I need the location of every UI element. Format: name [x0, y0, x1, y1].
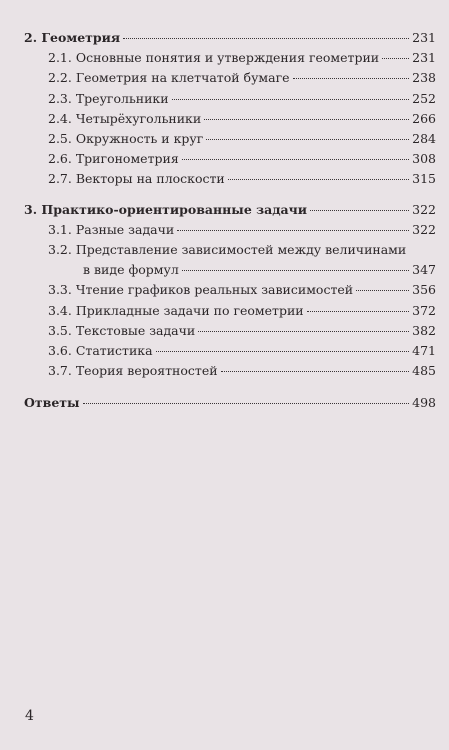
item-title: Чтение графиков реальных зависимостей	[75, 282, 354, 298]
leader-dots	[172, 99, 410, 100]
toc-item-3-5[interactable]	[24, 321, 436, 341]
answers-title: Ответы	[24, 395, 80, 411]
item-number: 2.4.	[48, 110, 72, 126]
item-page: 382	[412, 322, 436, 338]
item-page: 372	[412, 302, 436, 318]
leader-dots	[156, 351, 410, 352]
item-title: Основные понятия и утверждения геометрии	[75, 50, 380, 66]
item-title: Тригонометрия	[75, 151, 179, 167]
toc-item-3-4[interactable]	[24, 301, 436, 321]
item-page: 315	[412, 171, 436, 187]
item-title: Текстовые задачи	[75, 322, 196, 338]
item-title: Прикладные задачи по геометрии	[75, 302, 304, 318]
item-title: Разные задачи	[75, 221, 175, 237]
leader-dots	[228, 179, 409, 180]
leader-dots	[83, 403, 410, 404]
item-number: 3.5.	[48, 322, 72, 338]
item-number: 2.7.	[48, 171, 72, 187]
item-page: 322	[412, 221, 436, 237]
chapter-number: 2.	[24, 30, 38, 45]
leader-dots	[356, 290, 409, 291]
leader-dots	[204, 119, 409, 120]
toc-item-2-3[interactable]	[24, 89, 436, 109]
toc-chapter-2[interactable]	[24, 28, 436, 48]
item-number: 3.2.	[48, 242, 72, 258]
item-page: 231	[412, 50, 436, 66]
item-title: Теория вероятностей	[75, 363, 218, 379]
item-number: 3.7.	[48, 363, 72, 379]
leader-dots	[307, 311, 410, 312]
item-title: Векторы на плоскости	[75, 171, 225, 187]
leader-dots	[182, 270, 409, 271]
chapter-page: 231	[412, 30, 436, 45]
table-of-contents	[24, 28, 436, 414]
leader-dots	[198, 331, 409, 332]
leader-dots	[221, 371, 410, 372]
item-title: Окружность и круг	[75, 131, 204, 147]
page-number: 4	[25, 708, 34, 724]
toc-item-3-1[interactable]	[24, 220, 436, 240]
leader-dots	[293, 78, 410, 79]
item-number: 2.3.	[48, 90, 72, 106]
chapter-number: 3.	[24, 201, 38, 217]
item-title-continued: в виде формул	[83, 262, 179, 278]
item-page: 485	[412, 363, 436, 379]
toc-item-2-2[interactable]	[24, 68, 436, 88]
leader-dots	[310, 210, 409, 211]
item-number: 3.4.	[48, 302, 72, 318]
chapter-title: Практико-ориентированные задачи	[41, 201, 308, 217]
item-page: 238	[412, 70, 436, 86]
item-number: 3.3.	[48, 282, 72, 298]
item-number: 2.2.	[48, 70, 72, 86]
item-title: Представление зависимостей между величинами	[75, 242, 407, 258]
toc-item-3-3[interactable]	[24, 280, 436, 300]
toc-item-3-2-line2[interactable]	[24, 260, 436, 280]
leader-dots	[182, 159, 409, 160]
toc-item-3-2-line1[interactable]	[24, 240, 436, 260]
chapter-page: 322	[412, 201, 436, 217]
section-spacer	[24, 381, 436, 393]
item-number: 2.1.	[48, 50, 72, 66]
item-title: Четырёхугольники	[75, 110, 202, 126]
answers-page: 498	[412, 395, 436, 411]
toc-item-2-1[interactable]	[24, 48, 436, 68]
item-page: 266	[412, 110, 436, 126]
toc-item-3-6[interactable]	[24, 341, 436, 361]
toc-chapter-3[interactable]	[24, 200, 436, 220]
item-number: 3.1.	[48, 221, 72, 237]
item-page: 308	[412, 151, 436, 167]
item-page: 347	[412, 262, 436, 278]
leader-dots	[206, 139, 409, 140]
item-title: Треугольники	[75, 90, 169, 106]
toc-item-2-7[interactable]	[24, 169, 436, 189]
toc-item-3-7[interactable]	[24, 361, 436, 381]
toc-item-2-5[interactable]	[24, 129, 436, 149]
toc-item-2-4[interactable]	[24, 109, 436, 129]
toc-answers[interactable]	[24, 393, 436, 413]
section-spacer	[24, 190, 436, 200]
leader-dots	[123, 38, 409, 39]
leader-dots	[382, 58, 409, 59]
item-page: 471	[412, 343, 436, 359]
item-title: Статистика	[75, 343, 153, 359]
item-number: 2.6.	[48, 151, 72, 167]
leader-dots	[177, 230, 409, 231]
item-number: 3.6.	[48, 343, 72, 359]
toc-item-2-6[interactable]	[24, 149, 436, 169]
item-page: 284	[412, 131, 436, 147]
chapter-title: Геометрия	[41, 30, 121, 45]
item-page: 252	[412, 90, 436, 106]
item-title: Геометрия на клетчатой бумаге	[75, 70, 290, 86]
item-number: 2.5.	[48, 131, 72, 147]
item-page: 356	[412, 282, 436, 298]
